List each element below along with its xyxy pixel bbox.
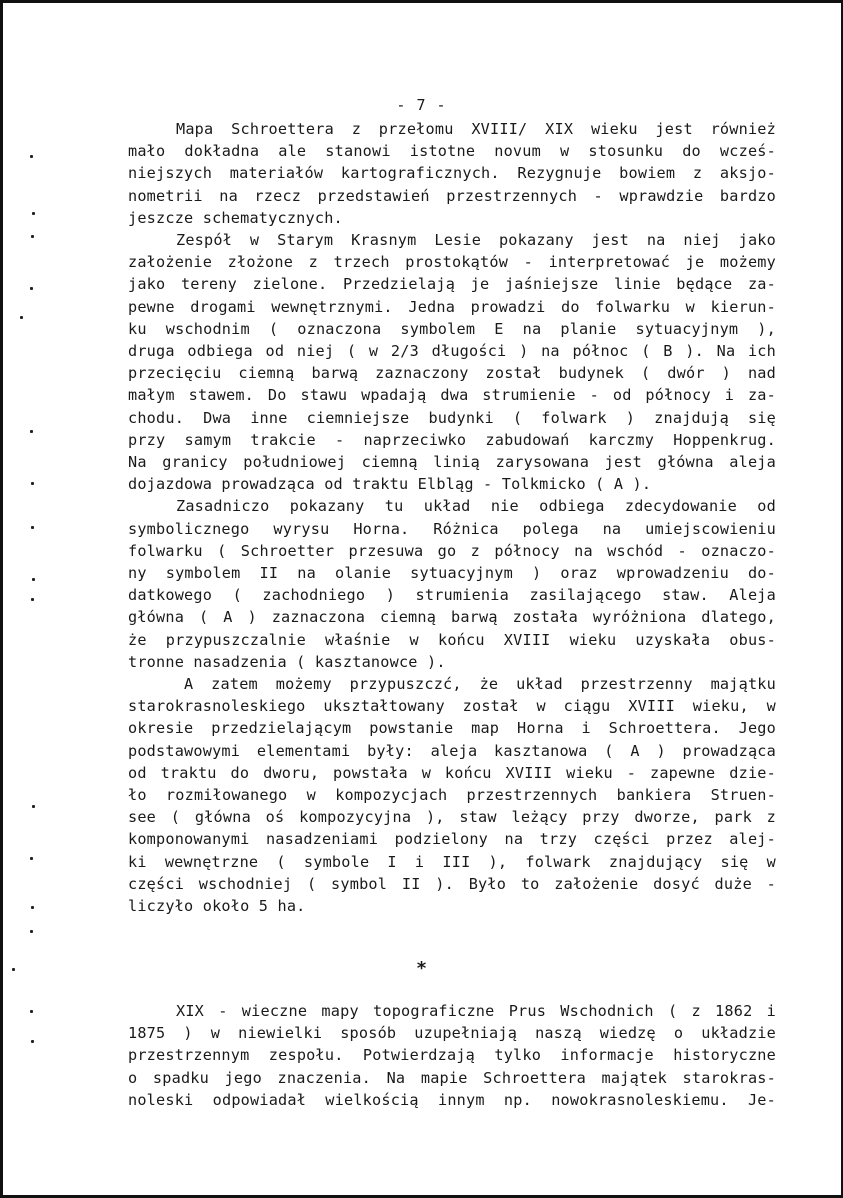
- text-line: chodu. Dwa inne ciemniejsze budynki ( folwark ) znajdują się: [128, 408, 776, 427]
- text-line: przecięciu ciemną barwą zaznaczony został budynek ( dwór ) nad: [128, 364, 776, 383]
- text-line: pewne drogami wewnętrznymi. Jedna prowadzi do folwarku w kierun-: [128, 297, 776, 316]
- scan-speck: [31, 598, 34, 601]
- scan-speck: [32, 805, 35, 808]
- scan-speck: [30, 930, 33, 933]
- text-line: mało dokładna ale stanowi istotne novum w stosunku do wcześ-: [128, 142, 776, 161]
- text-line: dojazdowa prowadząca od traktu Elbląg - Tolkmicko ( A ).: [128, 475, 652, 494]
- text-line: niejszych materiałów kartograficznych. Rezygnuje bowiem z aksjo-: [128, 164, 776, 183]
- text-line: see ( główna oś kompozycyjna ), staw leżący przy dworze, park z: [128, 808, 776, 827]
- text-line: folwarku ( Schroetter przesuwa go z północy na wschód - oznaczo-: [128, 541, 776, 560]
- text-line: okresie przedzielającym powstanie map Horna i Schroettera. Jego: [128, 719, 776, 738]
- text-line: komponowanymi nasadzeniami podzielony na trzy części przez alej-: [128, 830, 776, 849]
- scan-speck: [12, 968, 15, 971]
- text-line: A zatem możemy przypuszczć, że układ przestrzenny majątku: [184, 675, 776, 693]
- text-line: części wschodniej ( symbol II ). Było to założenie dosyć duże -: [128, 874, 776, 893]
- text-line: tronne nasadzenia ( kasztanowce ).: [128, 652, 446, 671]
- text-line: druga odbiega od niej ( w 2/3 długości ) na północ ( B ). Na ich: [128, 342, 776, 360]
- scan-speck: [32, 212, 35, 215]
- text-line: noleski odpowiadał wielkością innym np. nowokrasnoleskiemu. Je-: [128, 1090, 776, 1109]
- scan-speck: [20, 316, 23, 319]
- text-line: ku wschodnim ( oznaczona symbolem E na planie sytuacyjnym ),: [128, 319, 776, 338]
- text-line: ki wewnętrzne ( symbole I i III ), folwark znajdujący się w: [128, 852, 776, 871]
- scan-speck: [31, 1040, 34, 1043]
- text-line: jako tereny zielone. Przedzielają je jaśniejsze linie będące za-: [128, 275, 776, 294]
- section-separator: *: [416, 958, 427, 979]
- text-line: przestrzennym zespołu. Potwierdzają tylko informacje historyczne: [128, 1046, 776, 1065]
- text-line: od traktu do dworu, powstała w końcu XVIII wieku - zapewne dzie-: [128, 763, 776, 782]
- text-line: Mapa Schroettera z przełomu XVIII/ XIX wieku jest również: [176, 120, 776, 138]
- text-line: nometrii na rzecz przedstawień przestrzennych - wprawdzie bardzo: [128, 186, 776, 205]
- text-line: założenie złożone z trzech prostokątów - interpretować je możemy: [128, 253, 776, 272]
- text-line: główna ( A ) zaznaczona ciemną barwą została wyróżniona dlatego,: [128, 608, 776, 627]
- text-line: liczyło około 5 ha.: [128, 897, 306, 915]
- text-line: jeszcze schematycznych.: [128, 208, 343, 227]
- scan-speck: [30, 857, 33, 860]
- text-line: przy samym trakcie - naprzeciwko zabudowań karczmy Hoppenkrug.: [128, 430, 776, 449]
- scan-speck: [32, 578, 35, 581]
- scan-speck: [30, 287, 33, 290]
- scan-speck: [31, 526, 34, 529]
- text-line: o spadku jego znaczenia. Na mapie Schroettera majątek starokras-: [128, 1068, 776, 1087]
- text-line: symbolicznego wyrysu Horna. Różnica polega na umiejscowieniu: [128, 519, 776, 538]
- text-line: Zespół w Starym Krasnym Lesie pokazany jest na niej jako: [176, 231, 776, 249]
- scan-speck: [31, 906, 34, 909]
- text-line: Zasadniczo pokazany tu układ nie odbiega zdecydowanie od: [176, 497, 776, 516]
- page-number: - 7 -: [396, 96, 447, 114]
- scan-speck: [30, 155, 33, 158]
- text-line: XIX - wieczne mapy topograficzne Prus Wschodnich ( z 1862 i: [176, 1002, 776, 1020]
- text-line: datkowego ( zachodniego ) strumienia zasilającego staw. Aleja: [128, 586, 776, 605]
- text-line: 1875 ) w niewielki sposób uzupełniają naszą wiedzę o układzie: [128, 1024, 776, 1043]
- text-line: ło rozmiłowanego w kompozycjach przestrzennych bankiera Struen-: [128, 786, 776, 804]
- text-line: Na granicy południowej ciemną linią zarysowana jest główna aleja: [128, 453, 776, 471]
- text-line: że przypuszczalnie właśnie w końcu XVIII wieku uzyskała obus-: [128, 630, 776, 649]
- text-line: starokrasnoleskiego ukształtowany został w ciągu XVIII wieku, w: [128, 697, 776, 716]
- scan-speck: [31, 482, 34, 485]
- text-line: małym stawem. Do stawu wpadają dwa strumienie - od północy i za-: [128, 386, 776, 405]
- scan-speck: [31, 235, 34, 238]
- text-line: ny symbolem II na olanie sytuacyjnym ) oraz wprowadzeniu do-: [128, 564, 776, 582]
- scan-speck: [30, 1010, 33, 1013]
- scan-speck: [30, 430, 33, 433]
- text-line: podstawowymi elementami były: aleja kasztanowa ( A ) prowadząca: [128, 741, 776, 760]
